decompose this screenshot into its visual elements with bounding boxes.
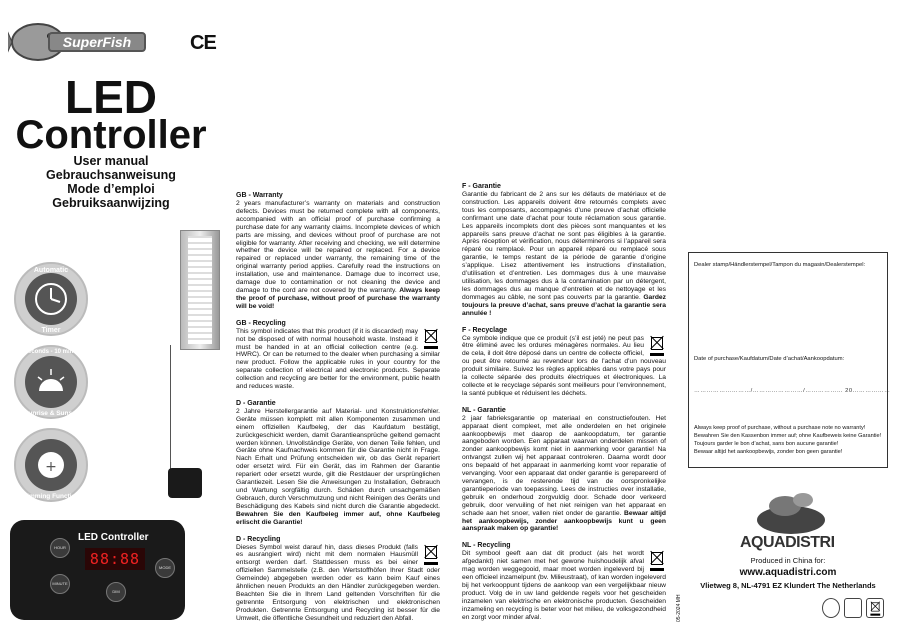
sunrise-icon [34, 367, 68, 397]
product-title-line2: Controller [15, 113, 207, 157]
gb-recycling-section [236, 320, 440, 391]
weee-bin-icon [648, 335, 666, 357]
sunrise-top-label: 30 seconds - 10 minutes [16, 349, 86, 355]
text-column-f-nl [462, 183, 666, 631]
hour-button[interactable]: HOUR [50, 538, 70, 558]
inline-controller-image [168, 468, 202, 498]
section-body: This symbol indicates that this product (if it is discarded) may not be disposed of with normal household waste. Instead it must be handed in at an official collection centre (e.g. HWRC). Or can be returned to the dealer when purchasing a similar new product. Follow the applicable rules in your country for the separate collection of electrical and electronic products. Separate collection and recycling are better for the environment, public health and reduces waste. [236, 327, 440, 391]
aquadistri-logo-icon [755, 484, 827, 536]
section-body: Ce symbole indique que ce produit (s’il est jeté) ne peut pas être éliminé avec les ordures ménagères normales. Au lieu de cela, il doit être déposé dans un centre de collecte officiel, ou peut être retourné au revendeur lors de l’achat d’un nouveau produit similaire. Suivez les règles applicables dans votre pays pour la collecte séparée des produits électriques et électroniques. La collecte et le recyclage séparés sont meilleurs pour l’environnement, la santé publique et réduisent les déchets. [462, 334, 666, 397]
purchase-date-label: Date of purchase/Kaufdatum/Date d’achat/Aankoopdatum: [694, 356, 845, 362]
language-title-en: User manual [73, 154, 149, 168]
weee-bin-icon [422, 328, 440, 350]
d-recycling-section [236, 536, 440, 623]
section-heading: F - Garantie [462, 183, 501, 190]
section-body: Dit symbool geeft aan dat dit product (als het wordt afgedankt) niet samen met het gewone huishoudelijk afval mag worden weggegooid, maar moet worden ingeleverd bij een officieel inzamelpunt (bv. Milieustraat), of kan worden ingeleverd bij het verkooppunt tijdens de aankoop van een vergelijkbaar nieuw product. Volg de in uw land geldende regels voor het gescheiden inzamelen van elektrische en elektronische producten. Gescheiden inzameling en recycling is beter voor het milieu, de volksgezondheid en zorgt voor minder afval. [462, 550, 666, 621]
weee-bin-icon [869, 601, 882, 616]
led-strip [188, 236, 212, 344]
section-body: 2 Jahre Herstellergarantie auf Material- und Konstruktionsfehler. Geräte müssen komplett mit allen Komponenten zusammen und einem offiziellen Kaufbeleg, der das Kaufdatum bestätigt, zurückgeschickt werden, damit Garantieansprüche geltend gemacht werden können. Unvollständige Geräte, von denen Teile fehlen, und Geräte ohne Kaufnachweis kommen für die Garantie nicht in Frage. Nach Erhalt und Prüfung entscheiden wir, ob das Gerät repariert oder ersetzt wird. Für ein Gerät, das im Rahmen der Garantie repariert oder ersetzt wurde, gilt die Restdauer der ursprünglichen Garantiezeit. Lesen Sie die Anweisungen zu Installation, Gebrauch und Wartung sorgfältig durch. Schäden durch unsachgemäßen Gebrauch, durch Verschmutzung und nicht Reinigen des Geräts und Beschädigung des Kabels sind nicht durch die Garantie abgedeckt. [236, 407, 440, 510]
company-name: AQUADISTRI [740, 534, 835, 551]
section-bold-note: Always keep the proof of purchase, without proof of purchase the warranty will be void! [236, 286, 441, 310]
f-garantie-section [462, 183, 666, 318]
keep-note-fr: Toujours garder le bon d’achat, sans bon aucune garantie! [694, 441, 839, 447]
nl-garantie-section [462, 407, 666, 534]
minute-button[interactable]: MINUTE [50, 574, 70, 594]
section-heading: D - Garantie [236, 399, 276, 407]
product-title-line1: LED [65, 71, 157, 123]
mode-button[interactable]: MODE [155, 558, 175, 578]
section-heading: GB - Warranty [236, 192, 283, 199]
brand-logo-text: SuperFish [48, 32, 146, 52]
purchase-date-field: ………………………/……………………/……………… 20……………… [694, 388, 891, 394]
keep-proof-notes [694, 424, 886, 456]
section-body: Dieses Symbol weist darauf hin, dass dieses Produkt (falls es ausrangiert wird) nicht mit dem normalen Hausmüll entsorgt werden darf. Stattdessen muss es bei einer offiziellen Sammelstelle (z.B. den Wertstoffhöfen Ihrer Stadt oder Gemeinde) abgegeben werden oder es kann beim Kauf eines ähnlichen neuen Produkts an den Händler zurückgegeben werden. Beachten Sie die in Ihrem Land geltenden Vorschriften für die getrennte Entsorgung von elektrischen und elektronischen Produkten. Getrennte Entsorgung und Recycling ist besser für die Umwelt, die öffentliche Gesundheit und reduziert den Abfall. [236, 543, 440, 622]
timer-bottom-label: Timer [41, 327, 61, 334]
clock-icon [34, 282, 68, 316]
section-bold-note: Bewahren Sie den Kaufbeleg immer auf, ohne Kaufbeleg erlischt die Garantie! [236, 510, 440, 526]
dimming-bottom-label: Dimming Function [22, 493, 80, 500]
dealer-stamp-label: Dealer stamp/Händlerstempel/Tampon du magasin/Dealerstempel: [694, 262, 866, 268]
sunrise-feature-badge [14, 345, 88, 419]
device-display: 88:88 [85, 548, 145, 570]
dimming-feature-badge [14, 428, 88, 502]
keep-note-de: Bewahren Sie den Kassenbon immer auf; ohne Kaufbeweis keine Garantie! [694, 433, 882, 439]
section-heading: NL - Recycling [462, 542, 511, 550]
language-title-fr: Mode d’emploi [67, 182, 155, 196]
ce-mark: CE [190, 32, 216, 54]
language-title-nl: Gebruiksaanwijzing [52, 196, 170, 210]
section-bold-note: Bewaar altijd het aankoopbewijs, zonder aankoopbewijs kunt u geen aanspraak maken op garantie! [462, 509, 666, 533]
company-address: Vlietweg 8, NL-4791 EZ Klundert The Netherlands [700, 581, 876, 590]
section-heading: NL - Garantie [462, 406, 506, 414]
section-body: 2 years manufacturer’s warranty on materials and construction defects. Devices must be returned complete with all components, accompanied with an official proof of purchase confirming a purchase date for any warranty claims. Incomplete devices of which parts are missing, and devices without proof of purchase are not eligible for warranty. After receiving and checking, we will determine whether the device will be repaired or replaced. For a device repaired or replaced under warranty, the remaining time of the original warranty period applies. Carefully read the instructions on installation, use and maintenance. Damage due to incorrect use, damage due to contamination or not cleaning the device and damage to the cord are not covered by the warranty. [236, 200, 440, 294]
d-garantie-section [236, 400, 440, 527]
produced-for-text: Produced in China for: [750, 556, 826, 565]
manual-symbol-icon [844, 598, 862, 618]
weee-bin-icon [648, 550, 666, 572]
dimmer-knob-icon [34, 448, 68, 482]
gb-warranty-section [236, 192, 440, 311]
section-body: 2 jaar fabrieksgarantie op materiaal en constructiefouten. Het apparaat dient compleet, met alle onderdelen en het originele aankoopbewijs met daarop de aankoopdatum, ter garantie aangeboden worden. Een apparaat waarvan onderdelen missen of zonder aankoopbewijs komt niet in aanmerking voor garantie! Na ontvangst zullen wij het apparaat controleren. Daarna wordt door ons bepaald of het apparaat in aanmerking komt voor reparatie of vervanging. Voor een apparaat dat onder garantie is gerepareerd of vervangen, is de resterende tijd van de oorspronkelijke garantieperiode van toepassing. Lees de instructies over installatie, gebruik en onderhoud zorgvuldig door. Schade door verkeerd gebruik, door vervuiling of het niet reinigen van het apparaat en schade aan het snoer, vallen niet onder de garantie. [462, 414, 666, 517]
sunrise-bottom-label: Sunrise & Sunset [24, 410, 78, 417]
section-heading: GB - Recycling [236, 319, 286, 327]
timer-top-label: Automatic [33, 267, 69, 274]
company-website: www.aquadistri.com [739, 567, 837, 578]
language-title-de: Gebrauchsanweisung [46, 168, 176, 182]
f-recyclage-section [462, 327, 666, 398]
section-heading: D - Recycling [236, 535, 281, 543]
weee-bin-icon [422, 544, 440, 566]
section-bold-note: Gardez toujours la preuve d’achat, sans preuve d’achat la garantie sera annulée ! [462, 293, 666, 317]
timer-feature-badge [14, 262, 88, 336]
svg-text:+: + [45, 459, 57, 475]
section-heading: F - Recyclage [462, 326, 508, 334]
section-body: Garantie du fabricant de 2 ans sur les défauts de matériaux et de construction. Les appareils doivent être retournés complets avec tous les composants, accompagnés d’une preuve d’achat officielle confirmant une date d’achat pour toute réclamation sous garantie. Les appareils incomplets dont des pièces sont manquantes et les appareils sans preuve d’achat ne sont pas éligibles à la garantie. Après réception et vérification, nous déterminerons si l’appareil sera réparé ou remplacé. Pour un appareil réparé ou remplacé sous garantie, le temps restant de la période de garantie d’origine s’applique. Lisez attentivement les instructions d’installation, d’utilisation et d’entretien. Les dommages dus à une mauvaise utilisation, les dommages dus à la contamination par un détergent, les dommages dus au manque d’entretien et de nettoyage et les dommages au câble, ne sont pas couverts par la garantie. [462, 191, 666, 301]
power-cable [170, 345, 200, 485]
text-column-gb-d [236, 192, 440, 632]
print-code: 05-2024 MH [676, 594, 682, 622]
weee-symbol-icon [866, 598, 884, 618]
nl-recycling-section [462, 542, 666, 621]
keep-note-nl: Bewaar altijd het aankoopbewijs, zonder bon geen garantie! [694, 449, 843, 455]
keep-note-en: Always keep proof of purchase, without a purchase note no warranty! [694, 425, 866, 431]
device-title: LED Controller [78, 532, 149, 543]
dim-button[interactable]: DIM [106, 582, 126, 602]
recycle-symbol-icon [822, 598, 840, 618]
